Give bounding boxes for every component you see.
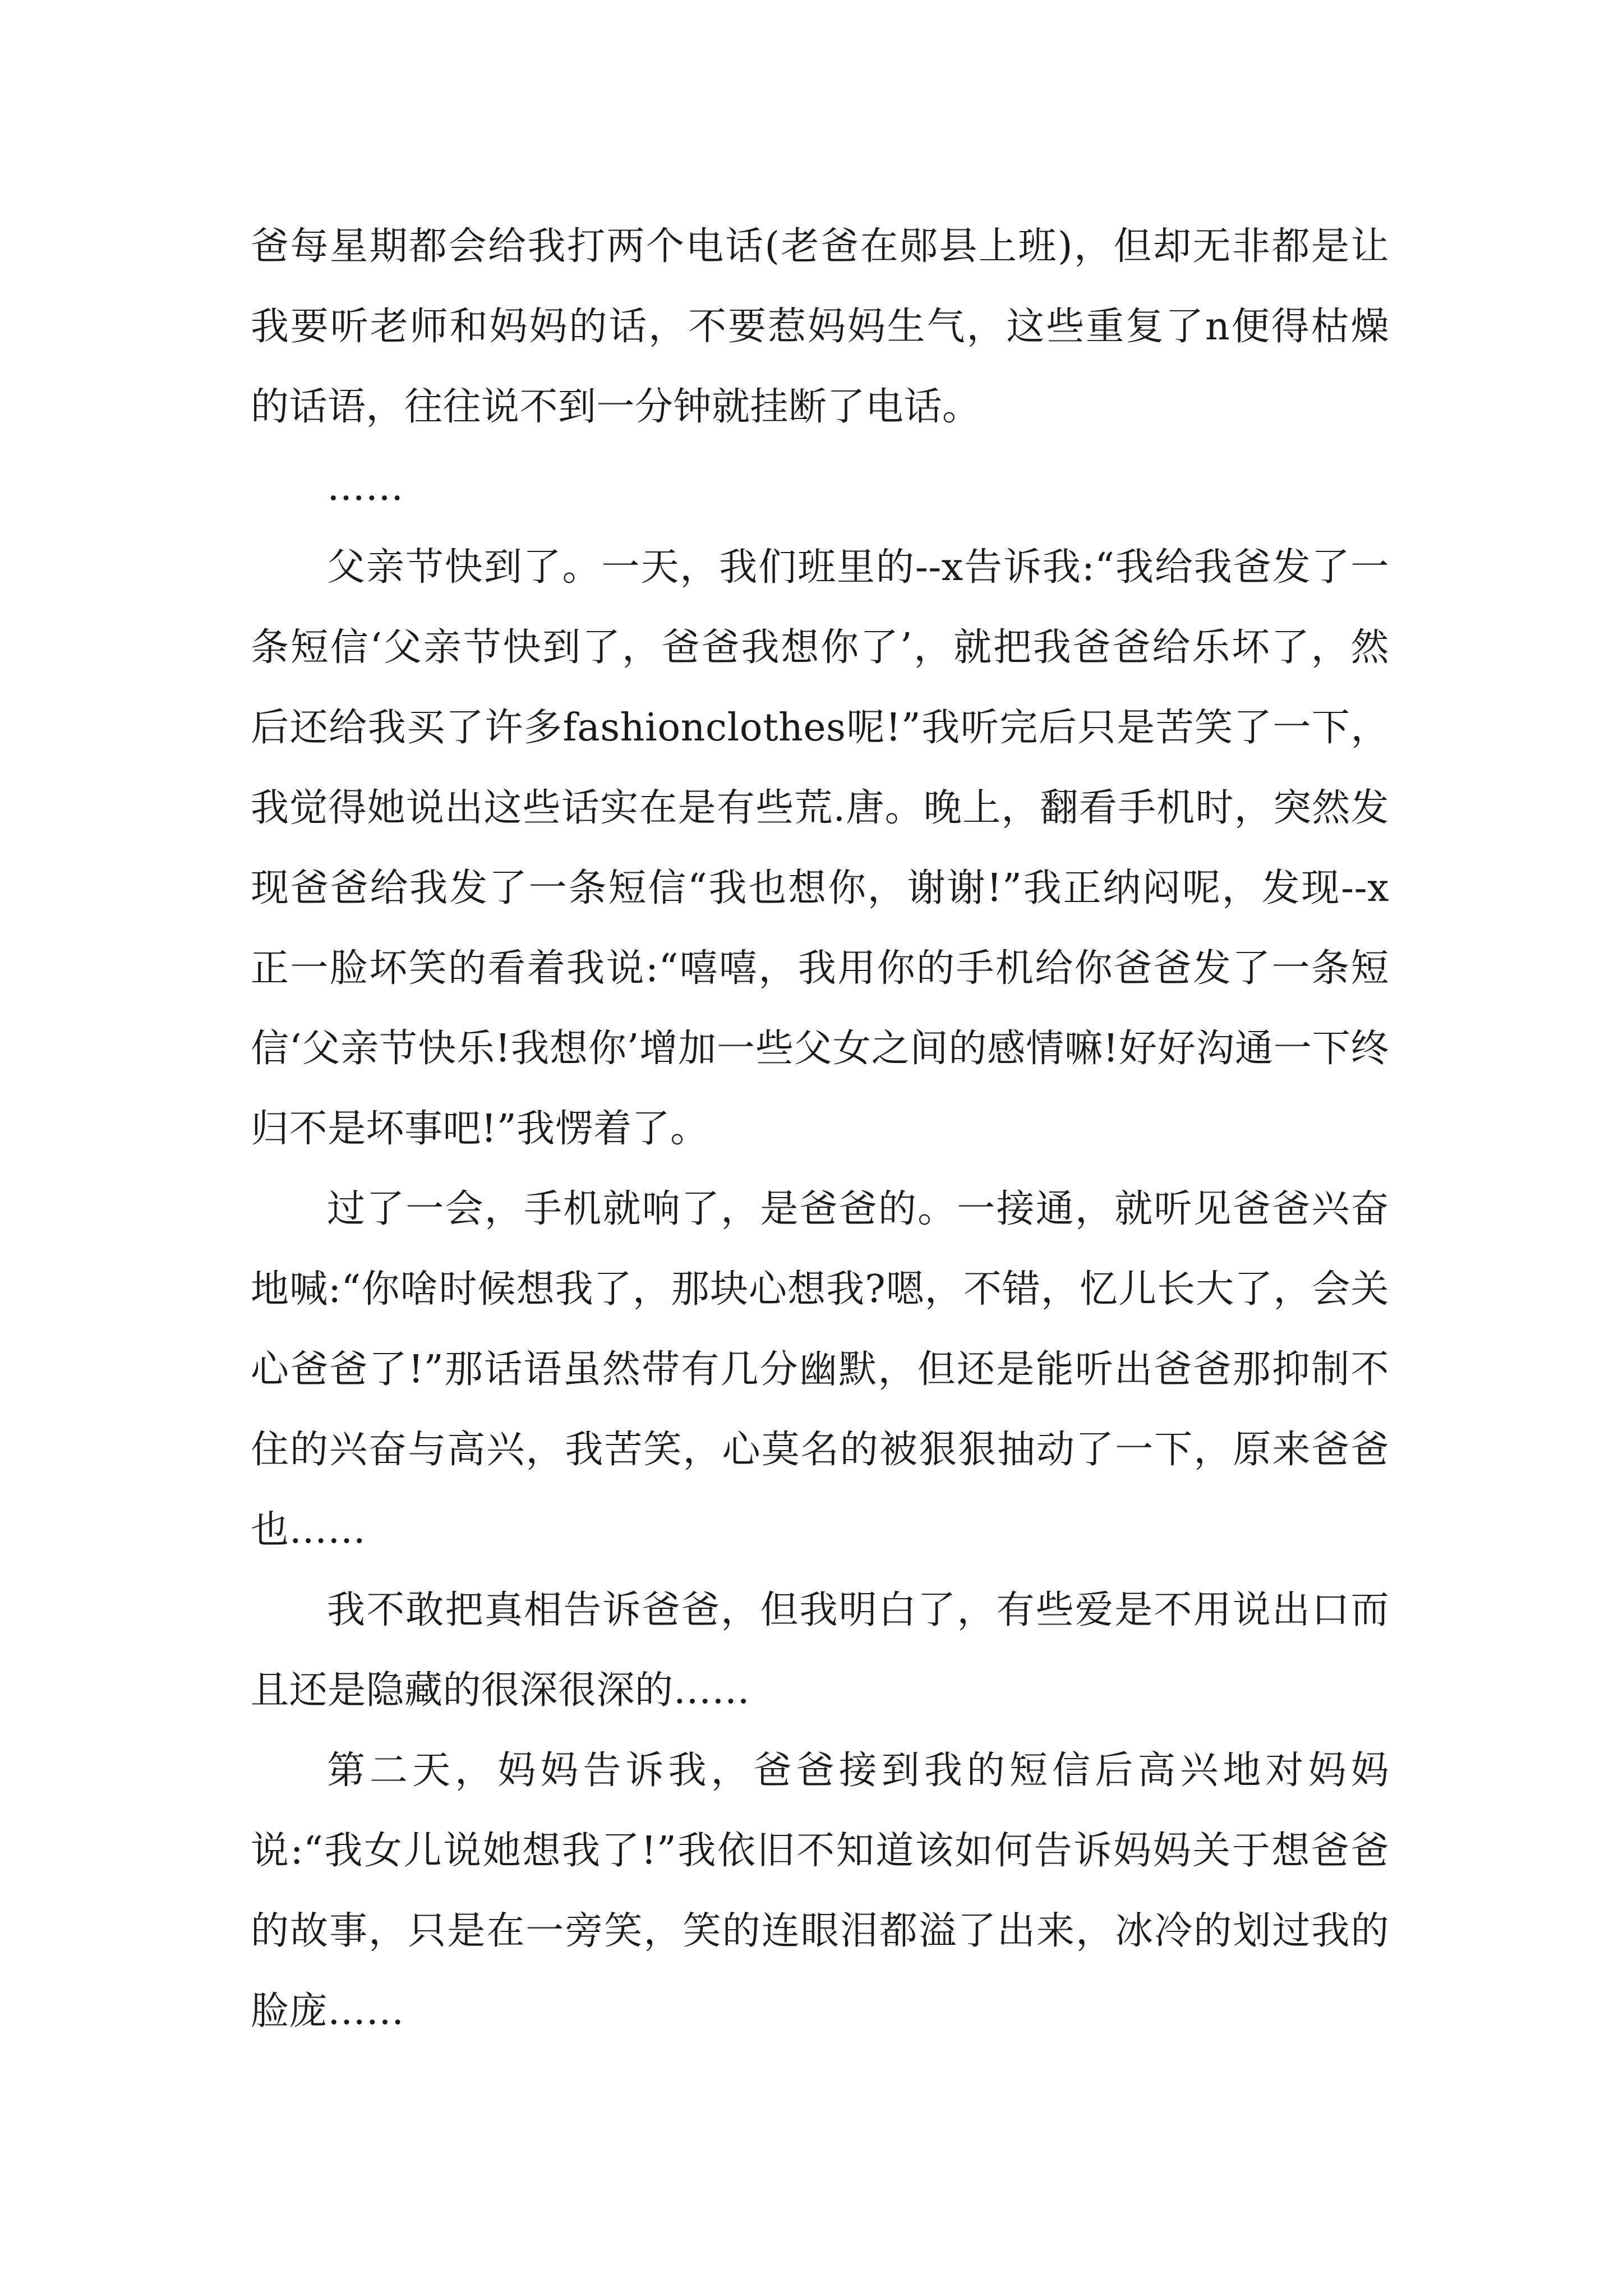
paragraph-1: 爸每星期都会给我打两个电话(老爸在郧县上班)，但却无非都是让我要听老师和妈妈的话，不要惹妈妈生气，这些重复了n便得枯燥的话语，往往说不到一分钟就挂断了电话。 — [251, 224, 1389, 429]
body-text — [251, 206, 1389, 2051]
paragraph-5: 我不敢把真相告诉爸爸，但我明白了，有些爱是不用说出口而且还是隐藏的很深很深的…… — [251, 1588, 1389, 1713]
paragraph-3: 父亲节快到了。一天，我们班里的--x告诉我:“我给我爸发了一条短信‘父亲节快到了，爸爸我想你了’，就把我爸爸给乐坏了，然后还给我买了许多fashionclothes呢!”我听完后只是苦笑了一下，我觉得她说出这些话实在是有些荒.唐。晚上，翻看手机时，突然发现爸爸给我发了一条短信“我也想你，谢谢!”我正纳闷呢，发现--x正一脸坏笑的看着我说:“嘻嘻，我用你的手机给你爸爸发了一条短信‘父亲节快乐!我想你’增加一些父女之间的感情嘛!好好沟通一下终归不是坏事吧!”我愣着了。 — [251, 545, 1389, 1151]
paragraph-4: 过了一会，手机就响了，是爸爸的。一接通，就听见爸爸兴奋地喊:“你啥时候想我了，那块心想我?嗯，不错，忆儿长大了，会关心爸爸了!”那话语虽然带有几分幽默，但还是能听出爸爸那抑制不住的兴奋与高兴，我苦笑，心莫名的被狠狠抽动了一下，原来爸爸也…… — [251, 1187, 1389, 1552]
paragraph-6: 第二天，妈妈告诉我，爸爸接到我的短信后高兴地对妈妈说:“我女儿说她想我了!”我依旧不知道该如何告诉妈妈关于想爸爸的故事，只是在一旁笑，笑的连眼泪都溢了出来，冰冷的划过我的脸庞…… — [251, 1749, 1389, 2033]
paragraph-2-ellipsis: …… — [327, 465, 404, 509]
